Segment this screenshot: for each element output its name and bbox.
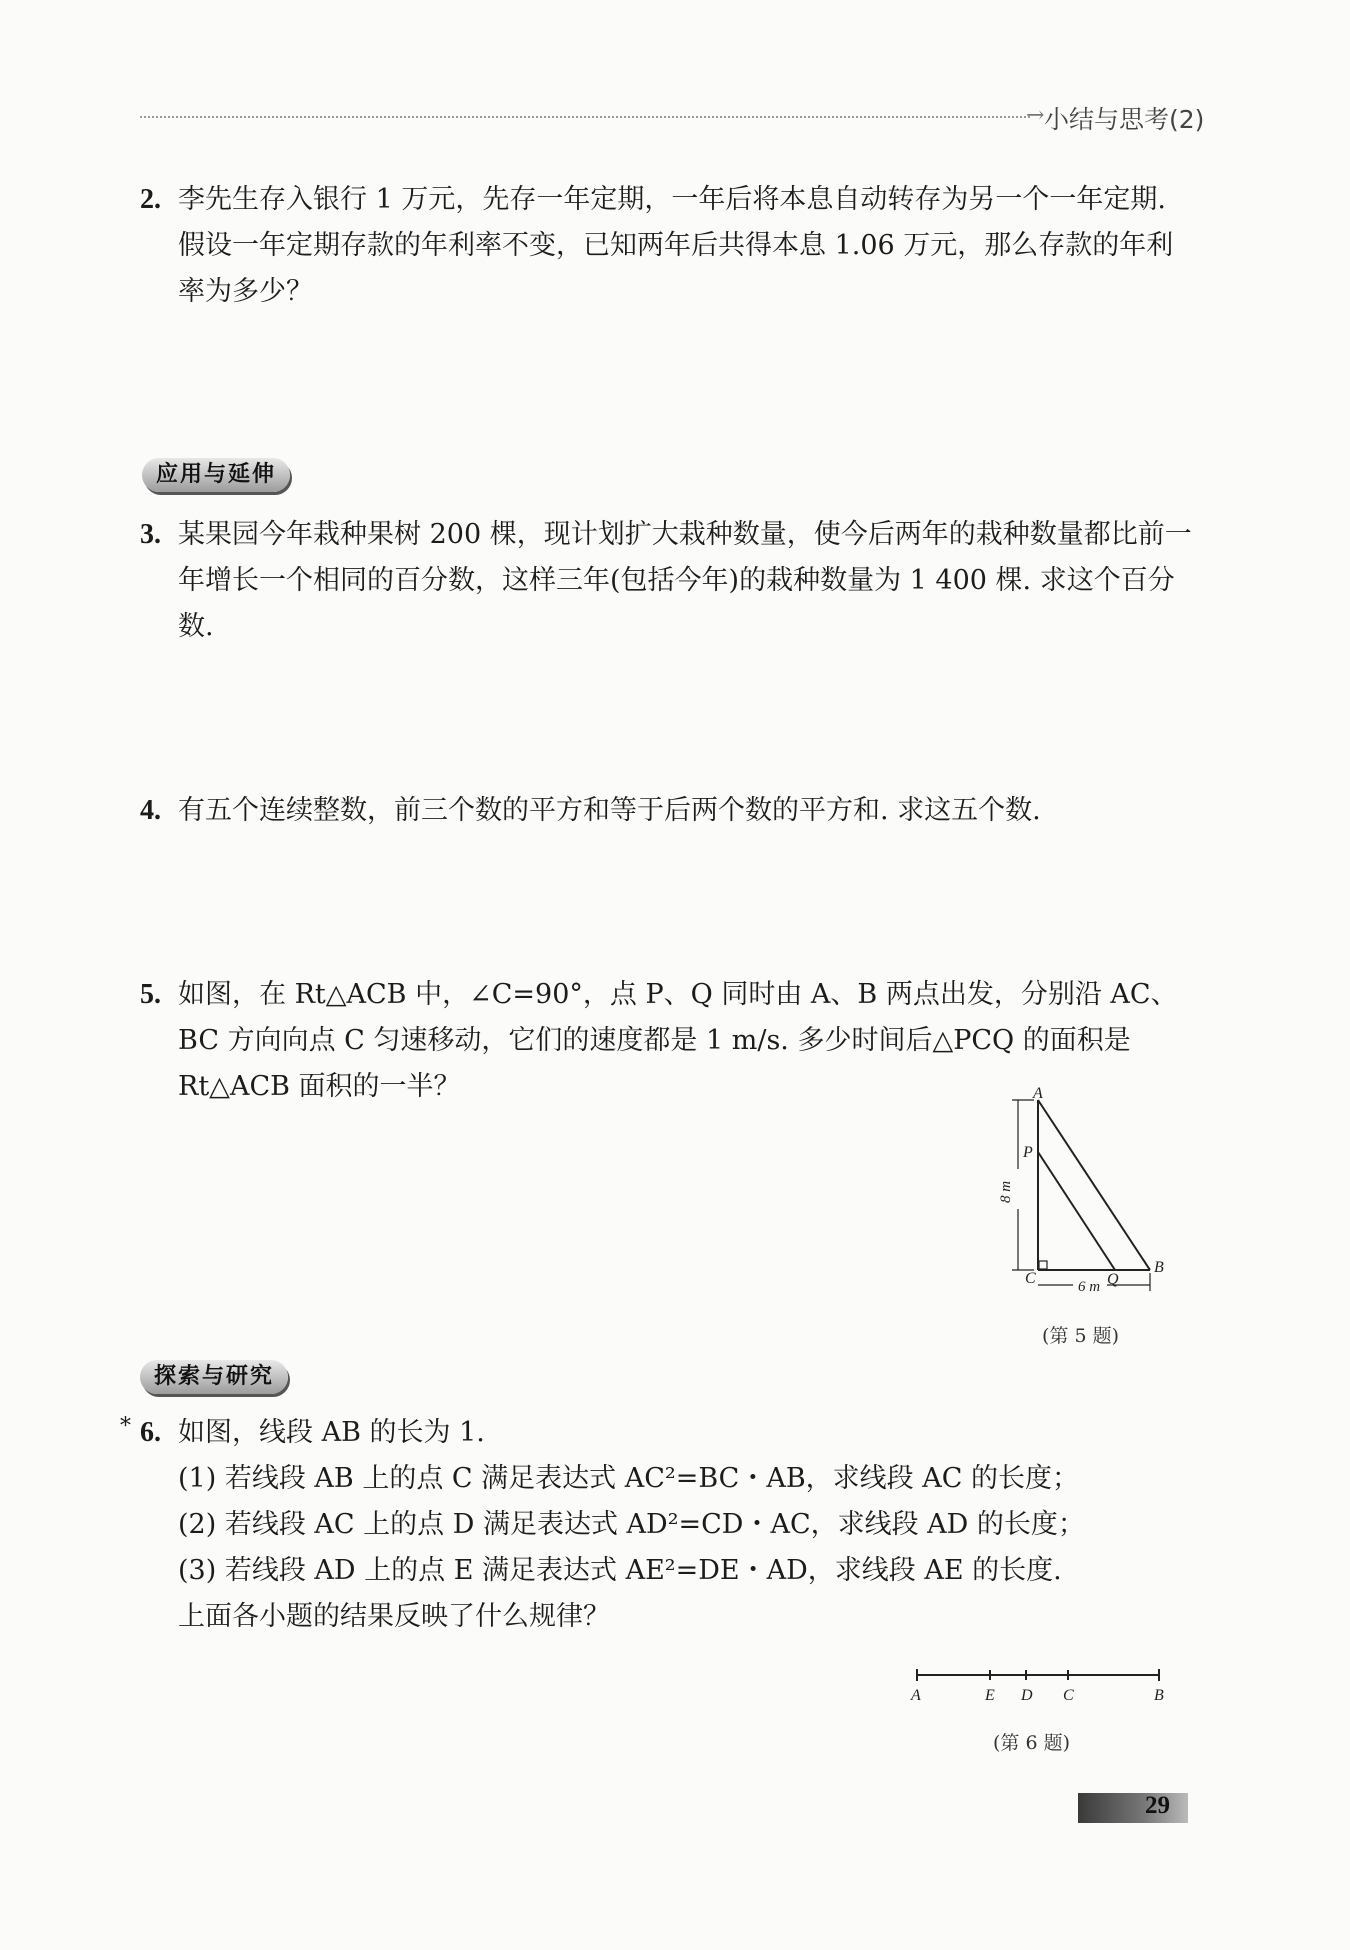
problem-number: 2. — [140, 184, 161, 215]
segment-pq — [1038, 1152, 1115, 1270]
figure-6-caption: (第 6 题) — [993, 1732, 1070, 1754]
problem-text: 有五个连续整数，前三个数的平方和等于后两个数的平方和. 求这五个数. — [178, 795, 1041, 826]
subquestion-3: (3) 若线段 AD 上的点 E 满足表达式 AE²=DE・AD，求线段 AE 的长度. — [178, 1555, 1062, 1586]
label-c: C — [1025, 1270, 1036, 1287]
problem-4 — [140, 788, 1200, 834]
problem-text: 如图，在 Rt△ACB 中，∠C=90°，点 P、Q 同时由 A、B 两点出发，分别沿 AC、BC 方向向点 C 匀速移动，它们的速度都是 1 m/s. 多少时间后△PCQ 的面积是 Rt△ACB 面积的一半？ — [178, 979, 1178, 1102]
label-b: B — [1154, 1259, 1164, 1276]
header-rule — [140, 116, 1030, 118]
figure-5-caption: (第 5 题) — [1042, 1325, 1119, 1347]
label-p: P — [1023, 1144, 1033, 1161]
label-a: A — [1033, 1085, 1043, 1102]
figure-5-triangle — [990, 1085, 1190, 1305]
page-number-badge — [1078, 1793, 1188, 1823]
arrow-icon: → — [1026, 103, 1045, 128]
problem-number: 6. — [140, 1417, 161, 1448]
problem-2 — [140, 177, 1200, 315]
right-angle-mark — [1039, 1261, 1047, 1269]
problem-text: 某果园今年栽种果树 200 棵，现计划扩大栽种数量，使今后两年的栽种数量都比前一年增长一个相同的百分数，这样三年(包括今年)的栽种数量为 1 400 棵. 求这个百分数. — [178, 519, 1192, 642]
label-a: A — [911, 1687, 921, 1704]
page-header-title: 小结与思考(2) — [1044, 105, 1205, 134]
problem-number: 5. — [140, 979, 161, 1010]
label-e: E — [985, 1687, 995, 1704]
problem-6 — [120, 1410, 1200, 1640]
label-q: Q — [1107, 1271, 1119, 1288]
problem-text: 李先生存入银行 1 万元，先存一年定期，一年后将本息自动转存为另一个一年定期. 假设一年定期存款的年利率不变，已知两年后共得本息 1.06 万元，那么存款的年利率为多少？ — [178, 184, 1175, 307]
problem-closing: 上面各小题的结果反映了什么规律？ — [178, 1601, 610, 1632]
problem-number: 3. — [140, 519, 161, 550]
label-d: D — [1021, 1687, 1033, 1704]
figure-6-segment — [905, 1660, 1175, 1710]
problem-intro: 如图，线段 AB 的长为 1. — [178, 1417, 485, 1448]
section-badge-exploration: 探索与研究 — [140, 1360, 288, 1394]
side-ab — [1038, 1100, 1150, 1270]
subquestion-2: (2) 若线段 AC 上的点 D 满足表达式 AD²=CD・AC，求线段 AD 的长度； — [178, 1509, 1085, 1540]
label-c: C — [1063, 1687, 1074, 1704]
problem-number: 4. — [140, 795, 161, 826]
subquestion-1: (1) 若线段 AB 上的点 C 满足表达式 AC²=BC・AB，求线段 AC 的长度； — [178, 1463, 1080, 1494]
page-number: 29 — [1145, 1792, 1170, 1819]
problem-3 — [140, 512, 1200, 650]
optional-marker: * — [120, 1414, 131, 1439]
dimension-8m: 8 m — [998, 1180, 1014, 1203]
dimension-6m: 6 m — [1078, 1279, 1101, 1295]
label-b: B — [1154, 1687, 1164, 1704]
section-badge-application: 应用与延伸 — [142, 458, 290, 492]
